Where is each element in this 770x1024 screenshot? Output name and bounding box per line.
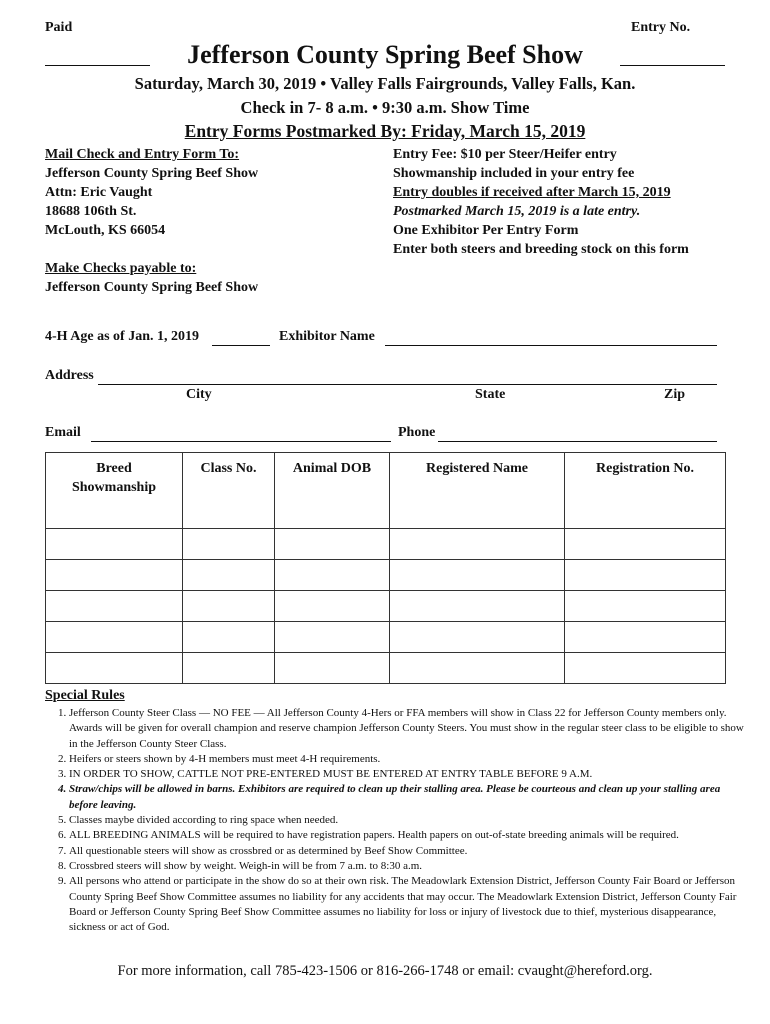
- mail-to-block: [45, 145, 258, 297]
- age-label: 4-H Age as of Jan. 1, 2019: [45, 329, 199, 344]
- rule-item: 4. Straw/chips will be allowed in barns. Exhibitors are required to clean up their stalling area. Please be courteous and clean up your stalling area before leaving.: [69, 782, 749, 813]
- mail-to-heading: Mail Check and Entry Form To:: [45, 147, 240, 162]
- state-label: State: [475, 387, 506, 402]
- table-cell[interactable]: [565, 622, 726, 653]
- table-cell[interactable]: [390, 529, 565, 560]
- table-cell[interactable]: [390, 622, 565, 653]
- table-cell[interactable]: [565, 529, 726, 560]
- table-row[interactable]: [46, 529, 726, 560]
- address-label: Address: [45, 368, 94, 383]
- col-header-registration-no: Registration No.: [565, 453, 726, 529]
- table-cell[interactable]: [565, 591, 726, 622]
- table-cell[interactable]: [565, 560, 726, 591]
- col-header-animal-dob: Animal DOB: [275, 453, 390, 529]
- rules-list: [45, 706, 749, 935]
- table-cell[interactable]: [183, 560, 275, 591]
- col-header-breed: Breed Showmanship: [46, 453, 183, 529]
- rules-heading: Special Rules: [45, 688, 125, 703]
- city-label: City: [186, 387, 212, 402]
- table-cell[interactable]: [565, 653, 726, 684]
- fee-line: Enter both steers and breeding stock on this form: [393, 242, 689, 257]
- phone-label: Phone: [398, 425, 436, 440]
- rule-item: 7. All questionable steers will show as crossbred or as determined by Beef Show Committee.: [69, 844, 749, 859]
- email-field[interactable]: [91, 441, 391, 442]
- zip-label: Zip: [664, 387, 686, 402]
- table-cell[interactable]: [275, 622, 390, 653]
- col-header-registered-name: Registered Name: [390, 453, 565, 529]
- table-row[interactable]: [46, 560, 726, 591]
- table-cell[interactable]: [390, 591, 565, 622]
- table-cell[interactable]: [183, 529, 275, 560]
- table-header-row: [46, 453, 726, 529]
- table-cell[interactable]: [183, 622, 275, 653]
- fee-late-line: Entry doubles if received after March 15, 2019: [393, 185, 671, 200]
- fee-line: One Exhibitor Per Entry Form: [393, 223, 579, 238]
- fee-postmark-line: Postmarked March 15, 2019 is a late entry.: [393, 204, 641, 219]
- table-row[interactable]: [46, 622, 726, 653]
- table-cell[interactable]: [183, 653, 275, 684]
- exhibitor-label: Exhibitor Name: [279, 329, 375, 344]
- rule-item: 3. IN ORDER TO SHOW, CATTLE NOT PRE-ENTERED MUST BE ENTERED AT ENTRY TABLE BEFORE 9 A.M.: [69, 767, 749, 782]
- payable-heading: Make Checks payable to:: [45, 261, 197, 276]
- fees-block: [393, 145, 689, 259]
- mail-to-line: 18688 106th St.: [45, 204, 137, 219]
- table-cell[interactable]: [390, 560, 565, 591]
- phone-field[interactable]: [438, 441, 717, 442]
- rule-item: 8. Crossbred steers will show by weight. Weigh-in will be from 7 a.m. to 8:30 a.m.: [69, 859, 749, 874]
- rule-item: 9. All persons who attend or participate in the show do so at their own risk. The Meadowlark Extension District, Jefferson County Fair Board or Jefferson County Spring Beef Show Committee assumes no liability for any accidents that may occur. The Meadowlark Extension District, Jefferson County Fair Board or Jefferson County Spring Beef Show Committee assumes no liability for loss or injury of livestock due to thief, mysterious disappearance, sickness or act of God.: [69, 874, 749, 935]
- time-line: Check in 7- 8 a.m. • 9:30 a.m. Show Time: [240, 98, 530, 117]
- table-cell[interactable]: [275, 529, 390, 560]
- page-title: Jefferson County Spring Beef Show: [187, 40, 583, 69]
- payable-to: Jefferson County Spring Beef Show: [45, 280, 259, 295]
- deadline-line: Entry Forms Postmarked By: Friday, March 15, 2019: [184, 121, 586, 141]
- mail-to-line: McLouth, KS 66054: [45, 223, 166, 238]
- table-row[interactable]: [46, 653, 726, 684]
- fee-line: Entry Fee: $10 per Steer/Heifer entry: [393, 147, 617, 162]
- col-header-class-no: Class No.: [183, 453, 275, 529]
- paid-label: Paid: [45, 20, 73, 35]
- rule-item: 1. Jefferson County Steer Class — NO FEE — All Jefferson County 4-Hers or FFA members will show in Class 22 for Jefferson County members only. Awards will be given for overall champion and reserve champion Jefferson County Steers. You must show in the regular steer class to be eligible to show in the Jefferson County Steer Class.: [69, 706, 749, 752]
- table-row[interactable]: [46, 591, 726, 622]
- age-field[interactable]: [212, 345, 270, 346]
- table-cell[interactable]: [46, 653, 183, 684]
- table-cell[interactable]: [46, 622, 183, 653]
- exhibitor-name-field[interactable]: [385, 345, 717, 346]
- table-cell[interactable]: [275, 591, 390, 622]
- entry-no-label: Entry No.: [631, 20, 691, 35]
- rule-item: 6. ALL BREEDING ANIMALS will be required to have registration papers. Health papers on out-of-state breeding animals will be required.: [69, 828, 749, 843]
- table-cell[interactable]: [46, 591, 183, 622]
- event-line: Saturday, March 30, 2019 • Valley Falls Fairgrounds, Valley Falls, Kan.: [134, 74, 636, 93]
- entry-table: [45, 452, 726, 684]
- table-cell[interactable]: [46, 529, 183, 560]
- table-cell[interactable]: [390, 653, 565, 684]
- table-cell[interactable]: [183, 591, 275, 622]
- table-cell[interactable]: [46, 560, 183, 591]
- table-cell[interactable]: [275, 653, 390, 684]
- address-field[interactable]: [98, 384, 717, 385]
- mail-to-line: Jefferson County Spring Beef Show: [45, 166, 259, 181]
- rule-item: 5. Classes maybe divided according to ring space when needed.: [69, 813, 749, 828]
- fee-line: Showmanship included in your entry fee: [393, 166, 635, 181]
- mail-to-line: Attn: Eric Vaught: [45, 185, 153, 200]
- email-label: Email: [45, 425, 81, 440]
- footer-contact: For more information, call 785-423-1506 or 816-266-1748 or email: cvaught@hereford.org.: [117, 963, 653, 979]
- table-cell[interactable]: [275, 560, 390, 591]
- rule-item: 2. Heifers or steers shown by 4-H members must meet 4-H requirements.: [69, 752, 749, 767]
